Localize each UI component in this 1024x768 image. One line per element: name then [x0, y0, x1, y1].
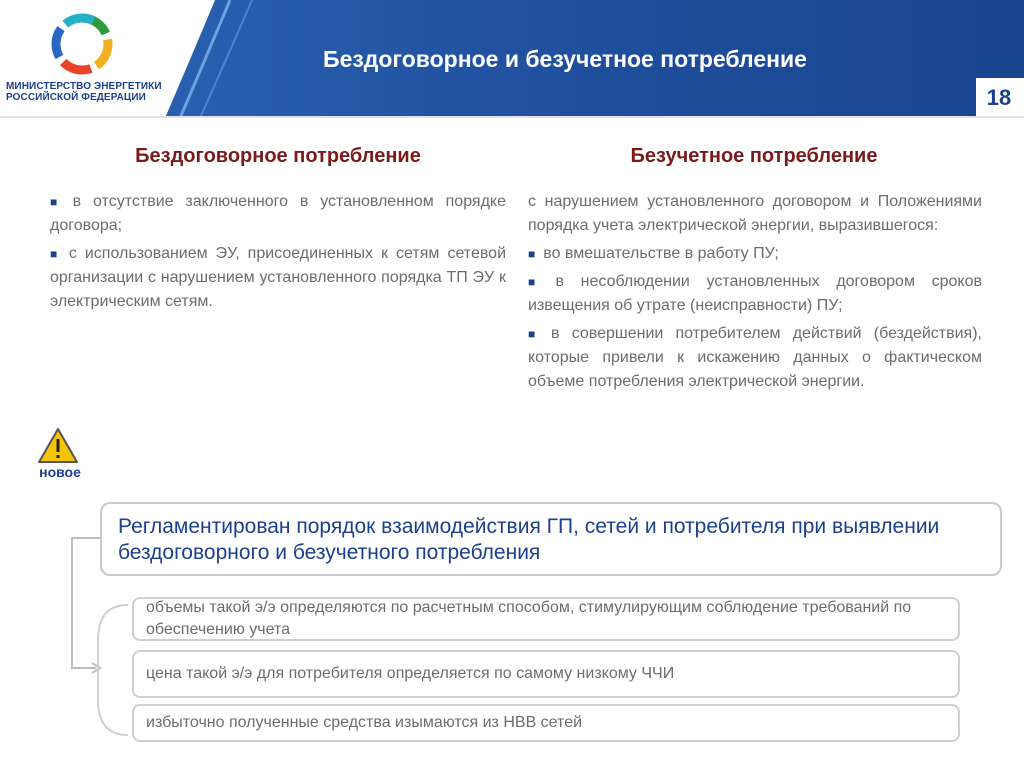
square-bullet-icon: ■	[528, 327, 543, 341]
sub-statement-box: цена такой э/э для потребителя определяется по самому низкому ЧЧИ	[132, 650, 960, 698]
list-item-text: во вмешательстве в работу ПУ;	[543, 245, 779, 262]
square-bullet-icon: ■	[528, 275, 548, 289]
square-bullet-icon: ■	[50, 247, 61, 261]
list-item-text: с использованием ЭУ, присоединенных к сетям сетевой организации с нарушением установленного порядка ТП ЭУ к электрическим сетям.	[50, 245, 507, 310]
ministry-line-2: РОССИЙСКОЙ ФЕДЕРАЦИИ	[6, 92, 146, 103]
list-item-text: в несоблюдении установленных договором сроков извещения об утрате (неисправности) ПУ;	[528, 273, 983, 314]
slide-title: Бездоговорное и безучетное потребление	[323, 46, 807, 72]
square-bullet-icon: ■	[50, 195, 65, 209]
list-item-text: в отсутствие заключенного в установленном порядке договора;	[50, 193, 506, 234]
sub-statement-box: объемы такой э/э определяются по расчетным способом, стимулирующим соблюдение требований по обеспечению учета	[132, 597, 960, 641]
main-statement-box: Регламентирован порядок взаимодействия ГП, сетей и потребителя при выявлении бездоговорного и безучетного потребления	[100, 502, 1002, 576]
new-label: новое	[39, 464, 81, 480]
list-item-text: в совершении потребителем действий (бездействия), которые привели к искажению данных о фактическом объеме потребления электрической энергии.	[528, 325, 982, 390]
left-column-heading: Бездоговорное потребление	[135, 145, 421, 167]
square-bullet-icon: ■	[528, 247, 536, 261]
slide-number: 18	[986, 85, 1012, 110]
list-intro: с нарушением установленного договором и Положениями порядка учета электрической энергии, выразившегося:	[528, 193, 982, 234]
sub-statement-box: избыточно полученные средства изымаются из НВВ сетей	[132, 704, 960, 742]
right-column-heading: Безучетное потребление	[630, 145, 878, 167]
ministry-line-1: МИНИСТЕРСТВО ЭНЕРГЕТИКИ	[6, 81, 162, 92]
